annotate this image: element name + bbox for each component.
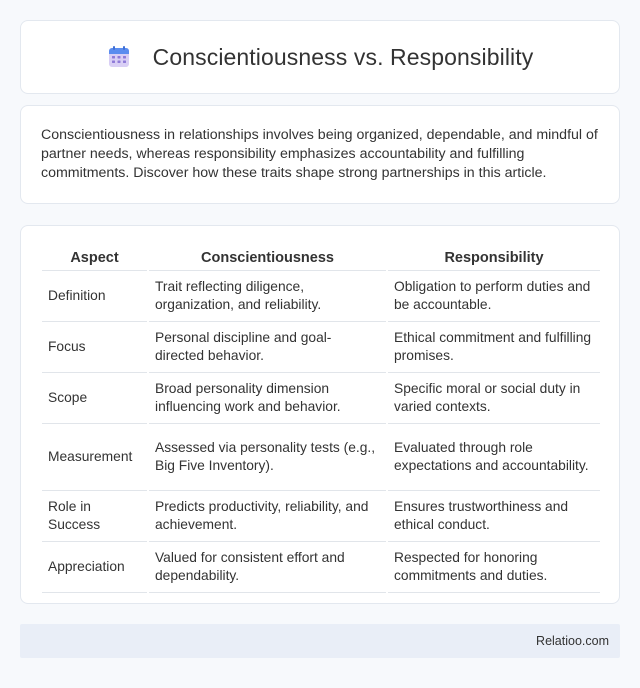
conscientiousness-cell: Valued for consistent effort and dependability.: [148, 541, 387, 592]
aspect-cell: Scope: [42, 372, 148, 423]
table-header-row: [42, 246, 600, 270]
responsibility-cell: Ethical commitment and fulfilling promises.: [387, 321, 600, 372]
table-row: [42, 423, 600, 490]
conscientiousness-cell: Trait reflecting diligence, organization, and reliability.: [148, 270, 387, 321]
calendar-icon: [107, 45, 131, 69]
conscientiousness-cell: Personal discipline and goal-directed behavior.: [148, 321, 387, 372]
aspect-cell: Appreciation: [42, 541, 148, 592]
table-row: [42, 372, 600, 423]
responsibility-cell: Evaluated through role expectations and accountability.: [387, 423, 600, 490]
conscientiousness-cell: Assessed via personality tests (e.g., Big Five Inventory).: [148, 423, 387, 490]
intro-text: Conscientiousness in relationships involves being organized, dependable, and mindful of partner needs, whereas responsibility emphasizes accountability and fulfilling commitments. Discover how these traits shape strong partnerships in this article.: [41, 127, 598, 181]
comparison-table-card: [20, 225, 620, 604]
aspect-cell: Definition: [42, 270, 148, 321]
intro-card: [20, 105, 620, 204]
header-responsibility: Responsibility: [387, 246, 600, 270]
comparison-table: [42, 246, 600, 593]
table-row: [42, 541, 600, 592]
title-card: [20, 20, 620, 94]
conscientiousness-cell: Broad personality dimension influencing work and behavior.: [148, 372, 387, 423]
aspect-cell: Focus: [42, 321, 148, 372]
footer: [20, 624, 620, 658]
responsibility-cell: Ensures trustworthiness and ethical conduct.: [387, 490, 600, 541]
responsibility-cell: Specific moral or social duty in varied contexts.: [387, 372, 600, 423]
aspect-cell: Measurement: [42, 423, 148, 490]
header-conscientiousness: Conscientiousness: [148, 246, 387, 270]
table-row: [42, 490, 600, 541]
responsibility-cell: Obligation to perform duties and be accountable.: [387, 270, 600, 321]
footer-brand[interactable]: Relatioo.com: [536, 634, 609, 648]
page-title: Conscientiousness vs. Responsibility: [152, 43, 534, 70]
table-row: [42, 321, 600, 372]
aspect-cell: Role in Success: [42, 490, 148, 541]
header-aspect: Aspect: [42, 246, 148, 270]
responsibility-cell: Respected for honoring commitments and duties.: [387, 541, 600, 592]
table-row: [42, 270, 600, 321]
conscientiousness-cell: Predicts productivity, reliability, and achievement.: [148, 490, 387, 541]
